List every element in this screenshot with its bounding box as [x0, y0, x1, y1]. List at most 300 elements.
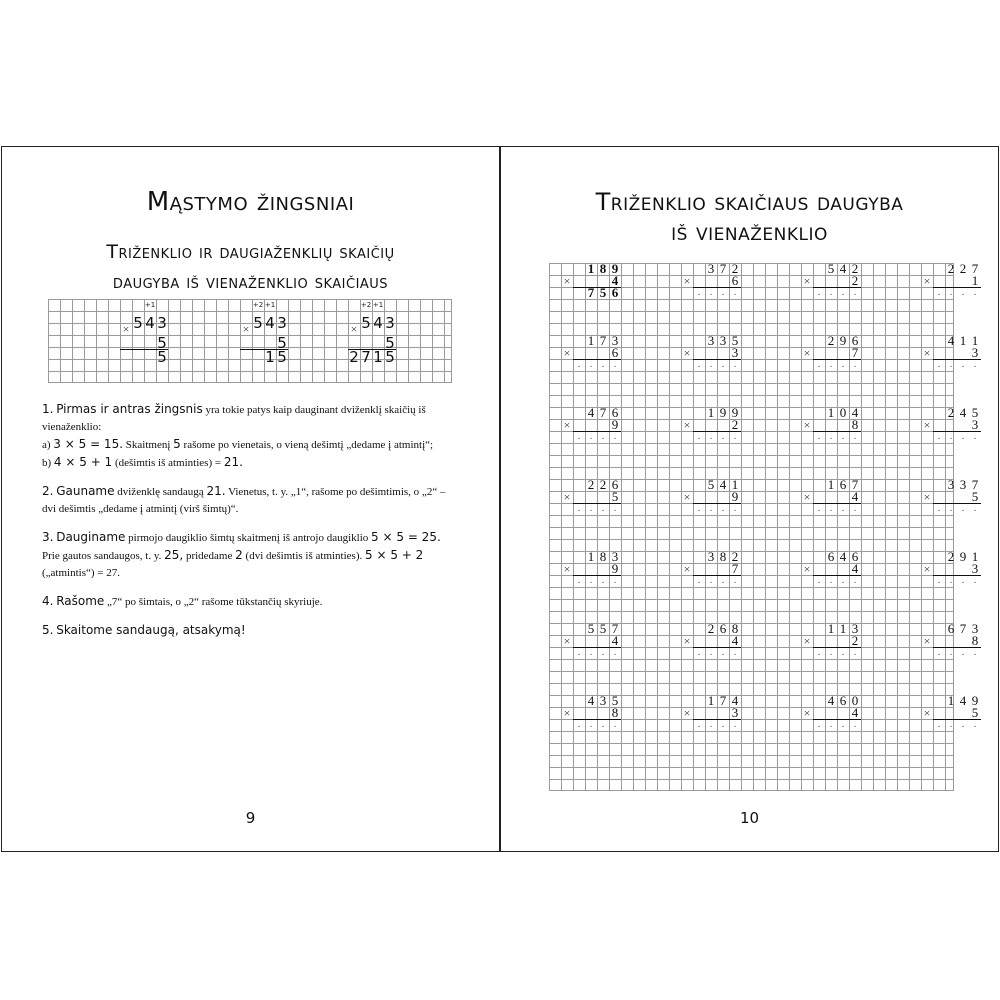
multiplicand-digit: 3 [947, 477, 955, 492]
multiplicand-digit: 4 [373, 314, 383, 332]
multiplicand-digit: 7 [959, 621, 967, 636]
multiplicand-digit: 2 [959, 261, 967, 276]
multiplicand-digit: 1 [587, 333, 595, 348]
step-number: 5. [42, 623, 54, 637]
answer-placeholder: . [817, 503, 821, 514]
answer-placeholder: . [601, 647, 605, 658]
multiplicand-digit: 4 [839, 261, 847, 276]
page-number: 9 [245, 809, 256, 827]
times-sign: × [803, 346, 811, 360]
step-4 [42, 593, 459, 611]
multiplicand-digit: 1 [707, 693, 715, 708]
answer-placeholder: . [613, 503, 617, 514]
step-math: 25, [164, 548, 184, 562]
step-text: Vienetus, t. y. „1“, rašome po dešimtimis, o „2“ – dvi dešimtis „dedame į atmintį (virš šimtų)“. [42, 486, 446, 515]
answer-placeholder: . [697, 647, 701, 658]
multiplicand-digit: 8 [599, 549, 607, 564]
answer-placeholder: . [973, 359, 977, 370]
answer-placeholder: . [853, 431, 857, 442]
step-text: yra tokie patys kaip dauginant dviženklį skaičių iš vienaženklio: [42, 404, 426, 433]
answer-placeholder: . [733, 287, 737, 298]
step-keyword: Skaitome sandaugą, atsakymą! [56, 623, 246, 637]
answer-placeholder: . [589, 503, 593, 514]
times-sign: × [563, 274, 571, 288]
page-title [501, 187, 998, 247]
answer-placeholder: . [613, 647, 617, 658]
multiplicand-digit: 4 [265, 314, 275, 332]
multiplier-digit: 5 [971, 489, 979, 504]
times-sign: × [923, 418, 931, 432]
multiplicand-digit: 6 [719, 621, 727, 636]
answer-placeholder: . [613, 431, 617, 442]
multiplicand-digit: 9 [731, 405, 739, 420]
multiplicand-digit: 5 [253, 314, 263, 332]
carry-mark: +2 [360, 301, 372, 309]
answer-placeholder: . [829, 287, 833, 298]
multiplicand-digit: 5 [827, 261, 835, 276]
answer-placeholder: . [973, 575, 977, 586]
multiplicand-digit: 5 [361, 314, 371, 332]
times-sign: × [923, 346, 931, 360]
page-subtitle [2, 237, 499, 297]
answer-placeholder: . [841, 431, 845, 442]
times-sign: × [563, 490, 571, 504]
multiplicand-digit: 1 [971, 333, 979, 348]
multiplier-digit: 9 [611, 417, 619, 432]
answer-placeholder: . [577, 503, 581, 514]
times-sign: × [683, 562, 691, 576]
multiplicand-digit: 3 [959, 477, 967, 492]
multiplicand-digit: 1 [959, 333, 967, 348]
answer-placeholder: . [601, 359, 605, 370]
times-sign: × [923, 634, 931, 648]
step-2 [42, 483, 459, 518]
answer-placeholder: . [937, 359, 941, 370]
answer-placeholder: . [937, 719, 941, 730]
step-keyword: Gauname [56, 484, 115, 498]
multiplicand-digit: 3 [611, 333, 619, 348]
multiplier-digit: 5 [157, 334, 167, 352]
answer-placeholder: . [973, 503, 977, 514]
multiplicand-digit: 2 [731, 549, 739, 564]
multiplicand-digit: 8 [599, 261, 607, 276]
step-number: 2. [42, 484, 54, 498]
step-text: Skaitmenį [125, 439, 171, 451]
times-sign: × [803, 274, 811, 288]
multiplier-digit: 6 [731, 273, 739, 288]
exercise-grid [549, 261, 979, 791]
answer-placeholder: . [949, 647, 953, 658]
answer-placeholder: . [841, 575, 845, 586]
thinking-steps [42, 401, 459, 651]
answer-placeholder: . [589, 719, 593, 730]
multiplier-digit: 3 [971, 345, 979, 360]
answer-placeholder: . [697, 431, 701, 442]
answer-placeholder: . [577, 431, 581, 442]
multiplicand-digit: 5 [731, 333, 739, 348]
times-sign: × [803, 706, 811, 720]
times-sign: × [923, 274, 931, 288]
page-title: Mąstymo žingsniai [146, 187, 355, 217]
step-text: („atmintis“) = 27. [42, 567, 120, 579]
multiplicand-digit: 1 [827, 477, 835, 492]
step-math: 2 [235, 548, 243, 562]
answer-placeholder: . [841, 287, 845, 298]
answer-placeholder: . [721, 287, 725, 298]
multiplicand-digit: 2 [587, 477, 595, 492]
multiplier-digit: 9 [731, 489, 739, 504]
multiplicand-digit: 0 [839, 405, 847, 420]
answer-placeholder: . [961, 359, 965, 370]
times-sign: × [683, 274, 691, 288]
product-digit: 5 [385, 348, 395, 366]
multiplier-digit: 5 [611, 489, 619, 504]
answer-placeholder: . [589, 431, 593, 442]
multiplicand-digit: 9 [719, 405, 727, 420]
product-digit: 6 [611, 285, 619, 300]
answer-placeholder: . [853, 647, 857, 658]
multiplier-digit: 7 [731, 561, 739, 576]
example-grid [48, 299, 452, 383]
answer-placeholder: . [721, 359, 725, 370]
step-prefix: b) [42, 457, 52, 469]
multiplicand-digit: 3 [277, 314, 287, 332]
step-math: 3 × 5 = 15. [53, 437, 124, 451]
times-sign: × [683, 634, 691, 648]
multiplicand-digit: 1 [839, 621, 847, 636]
multiplicand-digit: 6 [851, 333, 859, 348]
multiplier-digit: 5 [277, 334, 287, 352]
multiplicand-digit: 1 [827, 621, 835, 636]
left-page [1, 146, 500, 852]
answer-placeholder: . [949, 575, 953, 586]
step-number: 1. [42, 402, 54, 416]
multiplier-digit: 6 [611, 345, 619, 360]
multiplicand-digit: 2 [707, 621, 715, 636]
title-line: iš vienaženklio [671, 218, 828, 246]
step-5 [42, 622, 459, 640]
answer-placeholder: . [601, 503, 605, 514]
multiplier-digit: 4 [611, 633, 619, 648]
answer-placeholder: . [733, 719, 737, 730]
answer-placeholder: . [601, 431, 605, 442]
answer-placeholder: . [817, 719, 821, 730]
answer-placeholder: . [973, 719, 977, 730]
step-text: pirmojo daugiklio šimtų skaitmenį iš antrojo daugiklio [128, 532, 369, 544]
answer-placeholder: . [721, 647, 725, 658]
answer-placeholder: . [829, 647, 833, 658]
times-sign: × [803, 490, 811, 504]
answer-placeholder: . [841, 503, 845, 514]
multiplicand-digit: 2 [599, 477, 607, 492]
multiplicand-digit: 4 [587, 693, 595, 708]
multiplicand-digit: 5 [971, 405, 979, 420]
answer-placeholder: . [733, 503, 737, 514]
multiplicand-digit: 3 [707, 549, 715, 564]
step-number: 4. [42, 594, 54, 608]
multiplier-digit: 8 [971, 633, 979, 648]
answer-placeholder: . [733, 647, 737, 658]
answer-placeholder: . [961, 503, 965, 514]
answer-placeholder: . [829, 503, 833, 514]
answer-placeholder: . [973, 431, 977, 442]
answer-placeholder: . [709, 575, 713, 586]
times-sign: × [350, 322, 358, 336]
step-prefix: a) [42, 439, 51, 451]
answer-placeholder: . [709, 287, 713, 298]
times-sign: × [563, 346, 571, 360]
times-sign: × [683, 490, 691, 504]
answer-placeholder: . [937, 647, 941, 658]
answer-placeholder: . [829, 719, 833, 730]
answer-placeholder: . [973, 647, 977, 658]
multiplicand-digit: 7 [719, 693, 727, 708]
multiplicand-digit: 5 [611, 693, 619, 708]
answer-placeholder: . [709, 431, 713, 442]
step-1b [42, 454, 459, 472]
subtitle-line: Triženklio ir daugiaženklių skaičių [106, 241, 395, 263]
times-sign: × [923, 562, 931, 576]
answer-placeholder: . [817, 287, 821, 298]
multiplicand-digit: 6 [827, 549, 835, 564]
answer-placeholder: . [577, 575, 581, 586]
multiplicand-digit: 9 [839, 333, 847, 348]
step-math: 4 × 5 + 1 [53, 455, 113, 469]
answer-placeholder: . [721, 431, 725, 442]
multiplier-digit: 3 [731, 345, 739, 360]
step-math: 21. [206, 484, 226, 498]
right-page [500, 146, 999, 852]
answer-placeholder: . [817, 575, 821, 586]
multiplier-digit: 4 [611, 273, 619, 288]
multiplier-digit: 3 [731, 705, 739, 720]
step-math: 21. [223, 455, 243, 469]
answer-placeholder: . [601, 719, 605, 730]
answer-placeholder: . [721, 719, 725, 730]
product-digit: 7 [587, 285, 595, 300]
times-sign: × [242, 322, 250, 336]
answer-placeholder: . [937, 575, 941, 586]
multiplicand-digit: 9 [971, 693, 979, 708]
product-digit: 2 [349, 348, 359, 366]
multiplicand-digit: 3 [385, 314, 395, 332]
answer-placeholder: . [709, 503, 713, 514]
multiplicand-digit: 6 [839, 693, 847, 708]
answer-placeholder: . [577, 719, 581, 730]
multiplicand-digit: 1 [707, 405, 715, 420]
multiplicand-digit: 5 [707, 477, 715, 492]
answer-placeholder: . [733, 575, 737, 586]
multiplicand-digit: 6 [947, 621, 955, 636]
answer-placeholder: . [961, 647, 965, 658]
step-math: 5 × 5 = 25. [371, 530, 441, 544]
step-math: 5 × 5 + 2 [365, 548, 424, 562]
multiplicand-digit: 7 [851, 477, 859, 492]
answer-placeholder: . [709, 647, 713, 658]
answer-placeholder: . [949, 359, 953, 370]
multiplicand-digit: 2 [731, 261, 739, 276]
multiplicand-digit: 4 [851, 405, 859, 420]
multiplier-digit: 8 [611, 705, 619, 720]
multiplier-digit: 4 [851, 561, 859, 576]
multiplicand-digit: 7 [719, 261, 727, 276]
multiplicand-digit: 7 [971, 477, 979, 492]
multiplicand-digit: 7 [599, 405, 607, 420]
answer-placeholder: . [577, 647, 581, 658]
step-keyword: Pirmas ir antras žingsnis [56, 402, 203, 416]
answer-placeholder: . [853, 719, 857, 730]
answer-placeholder: . [817, 647, 821, 658]
multiplicand-digit: 1 [731, 477, 739, 492]
times-sign: × [803, 634, 811, 648]
multiplier-digit: 5 [385, 334, 395, 352]
answer-placeholder: . [697, 575, 701, 586]
answer-placeholder: . [961, 719, 965, 730]
answer-placeholder: . [949, 287, 953, 298]
multiplicand-digit: 3 [599, 693, 607, 708]
product-digit: 5 [157, 348, 167, 366]
multiplicand-digit: 1 [827, 405, 835, 420]
answer-placeholder: . [589, 359, 593, 370]
step-1 [42, 401, 459, 472]
carry-mark: +1 [144, 301, 156, 309]
step-text: pridedame [185, 550, 233, 562]
multiplicand-digit: 6 [611, 477, 619, 492]
answer-placeholder: . [709, 359, 713, 370]
answer-placeholder: . [829, 431, 833, 442]
multiplicand-digit: 3 [719, 333, 727, 348]
multiplicand-digit: 1 [947, 693, 955, 708]
product-digit: 1 [265, 348, 275, 366]
multiplicand-digit: 4 [947, 333, 955, 348]
answer-placeholder: . [853, 575, 857, 586]
multiplier-digit: 3 [971, 417, 979, 432]
multiplicand-digit: 4 [959, 693, 967, 708]
answer-placeholder: . [697, 503, 701, 514]
answer-placeholder: . [697, 719, 701, 730]
times-sign: × [563, 634, 571, 648]
multiplicand-digit: 4 [587, 405, 595, 420]
answer-placeholder: . [829, 359, 833, 370]
multiplicand-digit: 6 [851, 549, 859, 564]
multiplicand-digit: 5 [587, 621, 595, 636]
multiplier-digit: 7 [851, 345, 859, 360]
answer-placeholder: . [733, 431, 737, 442]
multiplier-digit: 2 [851, 273, 859, 288]
times-sign: × [683, 418, 691, 432]
multiplicand-digit: 2 [947, 549, 955, 564]
times-sign: × [923, 706, 931, 720]
multiplicand-digit: 1 [971, 549, 979, 564]
product-digit: 5 [277, 348, 287, 366]
step-keyword: Rašome [56, 594, 105, 608]
multiplicand-digit: 4 [839, 549, 847, 564]
step-1a [42, 436, 459, 454]
multiplier-digit: 4 [731, 633, 739, 648]
subtitle-line: daugyba iš vienaženklio skaičiaus [112, 271, 389, 293]
answer-placeholder: . [949, 503, 953, 514]
multiplier-digit: 4 [851, 489, 859, 504]
answer-placeholder: . [841, 359, 845, 370]
multiplicand-digit: 2 [947, 261, 955, 276]
times-sign: × [563, 418, 571, 432]
multiplicand-digit: 8 [719, 549, 727, 564]
answer-placeholder: . [973, 287, 977, 298]
answer-placeholder: . [709, 719, 713, 730]
multiplicand-digit: 4 [719, 477, 727, 492]
times-sign: × [923, 490, 931, 504]
answer-placeholder: . [853, 359, 857, 370]
multiplier-digit: 4 [851, 705, 859, 720]
multiplicand-digit: 3 [707, 261, 715, 276]
step-text: Prie gautos sandaugos, t. y. [42, 550, 162, 562]
answer-placeholder: . [817, 431, 821, 442]
carry-mark: +2 [252, 301, 264, 309]
multiplicand-digit: 2 [827, 333, 835, 348]
multiplicand-digit: 3 [611, 549, 619, 564]
answer-placeholder: . [949, 719, 953, 730]
multiplicand-digit: 5 [133, 314, 143, 332]
multiplicand-digit: 0 [851, 693, 859, 708]
answer-placeholder: . [853, 287, 857, 298]
multiplier-digit: 2 [731, 417, 739, 432]
multiplier-digit: 8 [851, 417, 859, 432]
answer-placeholder: . [961, 431, 965, 442]
answer-placeholder: . [613, 359, 617, 370]
carry-mark: +1 [264, 301, 276, 309]
multiplicand-digit: 3 [971, 621, 979, 636]
answer-placeholder: . [589, 575, 593, 586]
answer-placeholder: . [721, 503, 725, 514]
title-line: Triženklio skaičiaus daugyba [595, 188, 904, 216]
product-digit: 7 [361, 348, 371, 366]
times-sign: × [803, 418, 811, 432]
step-text: (dvi dešimtis iš atminties). [245, 550, 363, 562]
multiplicand-digit: 1 [587, 549, 595, 564]
multiplicand-digit: 4 [827, 693, 835, 708]
answer-placeholder: . [697, 359, 701, 370]
step-text: dviženklę sandaugą [117, 486, 204, 498]
answer-placeholder: . [589, 647, 593, 658]
multiplicand-digit: 3 [851, 621, 859, 636]
step-number: 3. [42, 530, 54, 544]
answer-placeholder: . [829, 575, 833, 586]
multiplicand-digit: 7 [599, 333, 607, 348]
product-digit: 1 [373, 348, 383, 366]
multiplicand-digit: 3 [157, 314, 167, 332]
multiplier-digit: 1 [971, 273, 979, 288]
answer-placeholder: . [937, 287, 941, 298]
times-sign: × [803, 562, 811, 576]
multiplicand-digit: 1 [587, 261, 595, 276]
multiplicand-digit: 5 [599, 621, 607, 636]
answer-placeholder: . [841, 719, 845, 730]
answer-placeholder: . [949, 431, 953, 442]
multiplicand-digit: 9 [959, 549, 967, 564]
multiplicand-digit: 4 [145, 314, 155, 332]
multiplicand-digit: 2 [851, 261, 859, 276]
answer-placeholder: . [697, 287, 701, 298]
product-digit: 5 [599, 285, 607, 300]
answer-placeholder: . [937, 503, 941, 514]
multiplicand-digit: 3 [707, 333, 715, 348]
times-sign: × [563, 562, 571, 576]
answer-placeholder: . [613, 719, 617, 730]
times-sign: × [122, 322, 130, 336]
step-text: „7“ po šimtais, o „2“ rašome tūkstančių skyriuje. [107, 596, 323, 608]
multiplicand-digit: 6 [611, 405, 619, 420]
multiplicand-digit: 4 [731, 693, 739, 708]
